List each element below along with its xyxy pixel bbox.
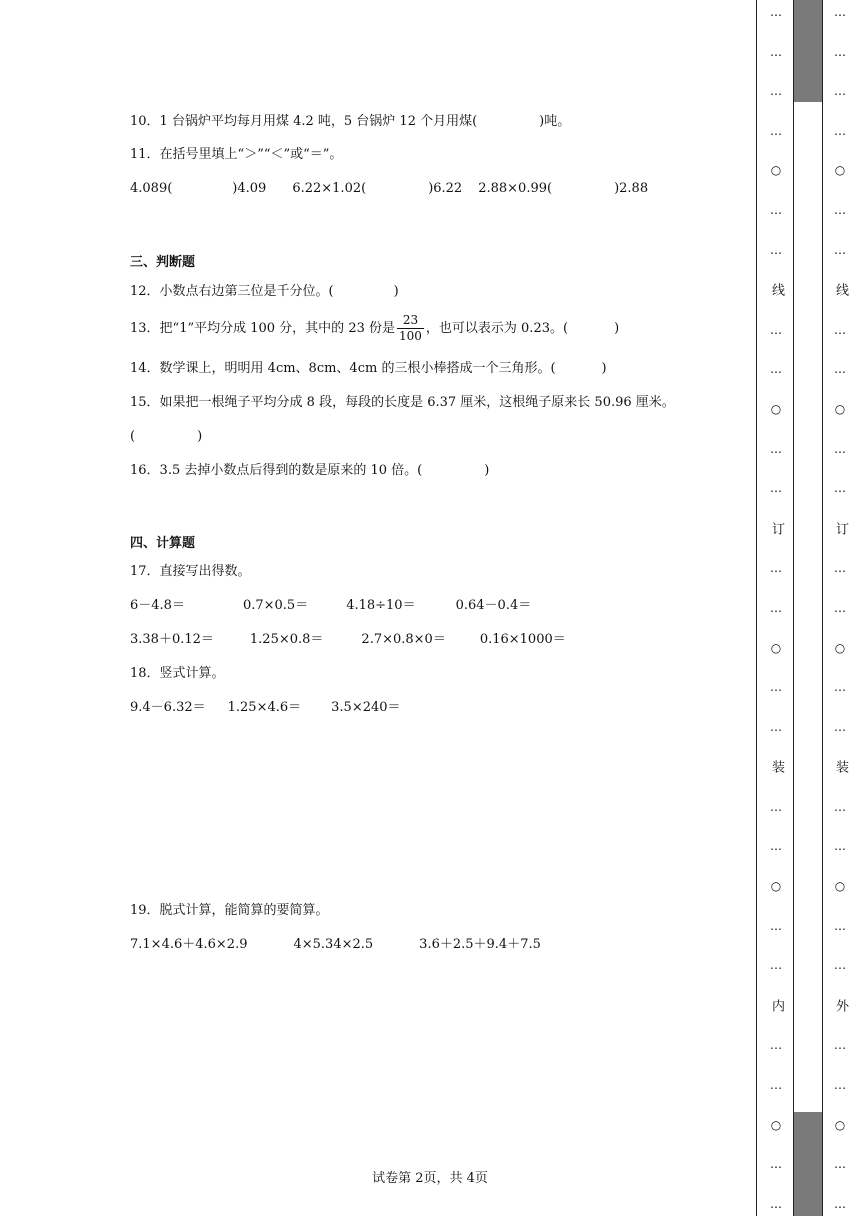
dots: … bbox=[834, 362, 846, 377]
binding-circle: ○ bbox=[770, 879, 782, 894]
dots: … bbox=[770, 362, 782, 377]
question-16 bbox=[130, 463, 489, 479]
divider bbox=[822, 0, 823, 1216]
dots: … bbox=[770, 839, 782, 854]
dots: … bbox=[834, 242, 846, 257]
dots: … bbox=[834, 481, 846, 496]
binding-label: 线 bbox=[769, 283, 784, 297]
question-16-text: 16．3.5 去掉小数点后得到的数是原来的 10 倍。( bbox=[130, 463, 423, 478]
binding-label: 订 bbox=[833, 521, 848, 535]
dots: … bbox=[834, 123, 846, 138]
binding-label: 装 bbox=[769, 760, 784, 774]
binding-label: 线 bbox=[833, 283, 848, 297]
question-16-tail: ) bbox=[484, 463, 490, 478]
compare-b-left: 6.22×1.02( bbox=[292, 181, 367, 196]
question-19: 19．脱式计算，能简算的要简算。 bbox=[130, 903, 329, 918]
question-11: 11．在括号里填上“＞”“＜”或“＝”。 bbox=[130, 147, 343, 162]
page-footer: 试卷第 2页，共 4页 bbox=[372, 1171, 488, 1186]
dots: … bbox=[770, 481, 782, 496]
dots: … bbox=[770, 202, 782, 217]
dots: … bbox=[770, 918, 782, 933]
question-15: 15．如果把一根绳子平均分成 8 段，每段的长度是 6.37 厘米，这根绳子原来长 50.96 厘米。 bbox=[130, 395, 675, 410]
question-17-row-1 bbox=[130, 598, 531, 614]
dots: … bbox=[770, 84, 782, 99]
dots: … bbox=[834, 44, 846, 59]
binding-circle: ○ bbox=[770, 401, 782, 416]
dots: … bbox=[834, 1078, 846, 1093]
question-13 bbox=[130, 312, 619, 346]
compare-c-left: 2.88×0.99( bbox=[478, 181, 553, 196]
question-14-text: 14．数学课上，明明用 4cm、8cm、4cm 的三根小棒搭成一个三角形。( bbox=[130, 361, 556, 376]
dots: … bbox=[834, 1196, 846, 1211]
question-13-tail: ) bbox=[614, 321, 620, 336]
binding-circle: ○ bbox=[770, 163, 782, 178]
divider bbox=[793, 0, 794, 1216]
dots: … bbox=[834, 5, 846, 19]
dots: … bbox=[770, 44, 782, 59]
dots: … bbox=[834, 84, 846, 99]
question-13-text: 13．把“1”平均分成 100 分，其中的 23 份是 bbox=[130, 321, 395, 336]
dots: … bbox=[834, 202, 846, 217]
section-heading-judgement: 三、判断题 bbox=[130, 255, 196, 270]
dots: … bbox=[770, 1157, 782, 1172]
dots: … bbox=[770, 680, 782, 695]
dots: … bbox=[770, 799, 782, 814]
expression: 0.16×1000＝ bbox=[479, 632, 566, 647]
compare-c-right: )2.88 bbox=[614, 181, 649, 196]
dots: … bbox=[834, 799, 846, 814]
outer-binding-column bbox=[832, 0, 848, 1216]
dots: … bbox=[770, 1078, 782, 1093]
binding-circle: ○ bbox=[834, 163, 846, 178]
bracket-right: ) bbox=[197, 429, 203, 444]
compare-a-left: 4.089( bbox=[130, 181, 173, 196]
binding-margin bbox=[756, 0, 860, 1216]
gray-band bbox=[794, 1112, 822, 1216]
dots: … bbox=[834, 958, 846, 973]
dots: … bbox=[770, 123, 782, 138]
expression: 0.64－0.4＝ bbox=[455, 598, 532, 613]
binding-label: 外 bbox=[833, 998, 848, 1012]
dots: … bbox=[834, 680, 846, 695]
question-12-text: 12．小数点右边第三位是千分位。( bbox=[130, 284, 334, 299]
dots: … bbox=[770, 600, 782, 615]
expression: 3.38＋0.12＝ bbox=[130, 632, 214, 647]
dots: … bbox=[834, 600, 846, 615]
expression: 2.7×0.8×0＝ bbox=[361, 632, 446, 647]
dots: … bbox=[770, 958, 782, 973]
expression: 0.7×0.5＝ bbox=[242, 598, 309, 613]
expression: 7.1×4.6＋4.6×2.9 bbox=[130, 937, 248, 952]
fraction-numerator: 23 bbox=[397, 313, 424, 329]
fraction bbox=[397, 313, 424, 344]
dots: … bbox=[770, 441, 782, 456]
dots: … bbox=[834, 1157, 846, 1172]
question-14-tail: ) bbox=[601, 361, 607, 376]
question-18: 18．竖式计算。 bbox=[130, 666, 225, 681]
question-10-text: 10．1 台锅炉平均每月用煤 4.2 吨，5 台锅炉 12 个月用煤( bbox=[130, 114, 478, 129]
dots: … bbox=[834, 839, 846, 854]
expression: 3.5×240＝ bbox=[331, 700, 401, 715]
question-12 bbox=[130, 284, 399, 300]
dots: … bbox=[770, 719, 782, 734]
compare-b-right: )6.22 bbox=[428, 181, 463, 196]
dots: … bbox=[770, 561, 782, 576]
question-17-row-2 bbox=[130, 632, 566, 648]
dots: … bbox=[770, 1196, 782, 1211]
divider bbox=[756, 0, 757, 1216]
dots: … bbox=[834, 441, 846, 456]
expression: 4×5.34×2.5 bbox=[293, 937, 374, 952]
binding-circle: ○ bbox=[834, 1117, 846, 1132]
binding-circle: ○ bbox=[770, 640, 782, 655]
dots: … bbox=[770, 5, 782, 19]
binding-circle: ○ bbox=[834, 401, 846, 416]
gray-band bbox=[794, 0, 822, 102]
binding-circle: ○ bbox=[770, 1117, 782, 1132]
question-12-tail: ) bbox=[393, 284, 399, 299]
binding-label: 装 bbox=[833, 760, 848, 774]
section-heading-calculation: 四、计算题 bbox=[130, 536, 196, 551]
dots: … bbox=[770, 322, 782, 337]
question-15-bracket bbox=[130, 429, 202, 445]
expression: 4.18÷10＝ bbox=[346, 598, 416, 613]
dots: … bbox=[770, 242, 782, 257]
question-11-items bbox=[130, 181, 648, 197]
question-19-row bbox=[130, 937, 541, 953]
question-10 bbox=[130, 114, 570, 130]
expression: 9.4－6.32＝ bbox=[130, 700, 206, 715]
binding-circle: ○ bbox=[834, 879, 846, 894]
bracket-left: ( bbox=[130, 429, 136, 444]
dots: … bbox=[770, 1038, 782, 1053]
binding-label: 内 bbox=[769, 998, 784, 1012]
binding-label: 订 bbox=[769, 521, 784, 535]
dots: … bbox=[834, 719, 846, 734]
question-14 bbox=[130, 361, 607, 377]
inner-binding-column bbox=[768, 0, 784, 1216]
dots: … bbox=[834, 1038, 846, 1053]
dots: … bbox=[834, 322, 846, 337]
compare-a-right: )4.09 bbox=[232, 181, 267, 196]
expression: 1.25×4.6＝ bbox=[227, 700, 302, 715]
expression: 6－4.8＝ bbox=[130, 598, 185, 613]
question-18-row bbox=[130, 700, 401, 716]
expression: 3.6＋2.5＋9.4＋7.5 bbox=[419, 937, 541, 952]
dots: … bbox=[834, 561, 846, 576]
question-17: 17．直接写出得数。 bbox=[130, 564, 251, 579]
dots: … bbox=[834, 918, 846, 933]
fraction-denominator: 100 bbox=[399, 329, 422, 343]
binding-circle: ○ bbox=[834, 640, 846, 655]
expression: 1.25×0.8＝ bbox=[249, 632, 324, 647]
question-13-post: ，也可以表示为 0.23。( bbox=[425, 321, 569, 336]
question-10-tail: )吨。 bbox=[539, 114, 571, 129]
